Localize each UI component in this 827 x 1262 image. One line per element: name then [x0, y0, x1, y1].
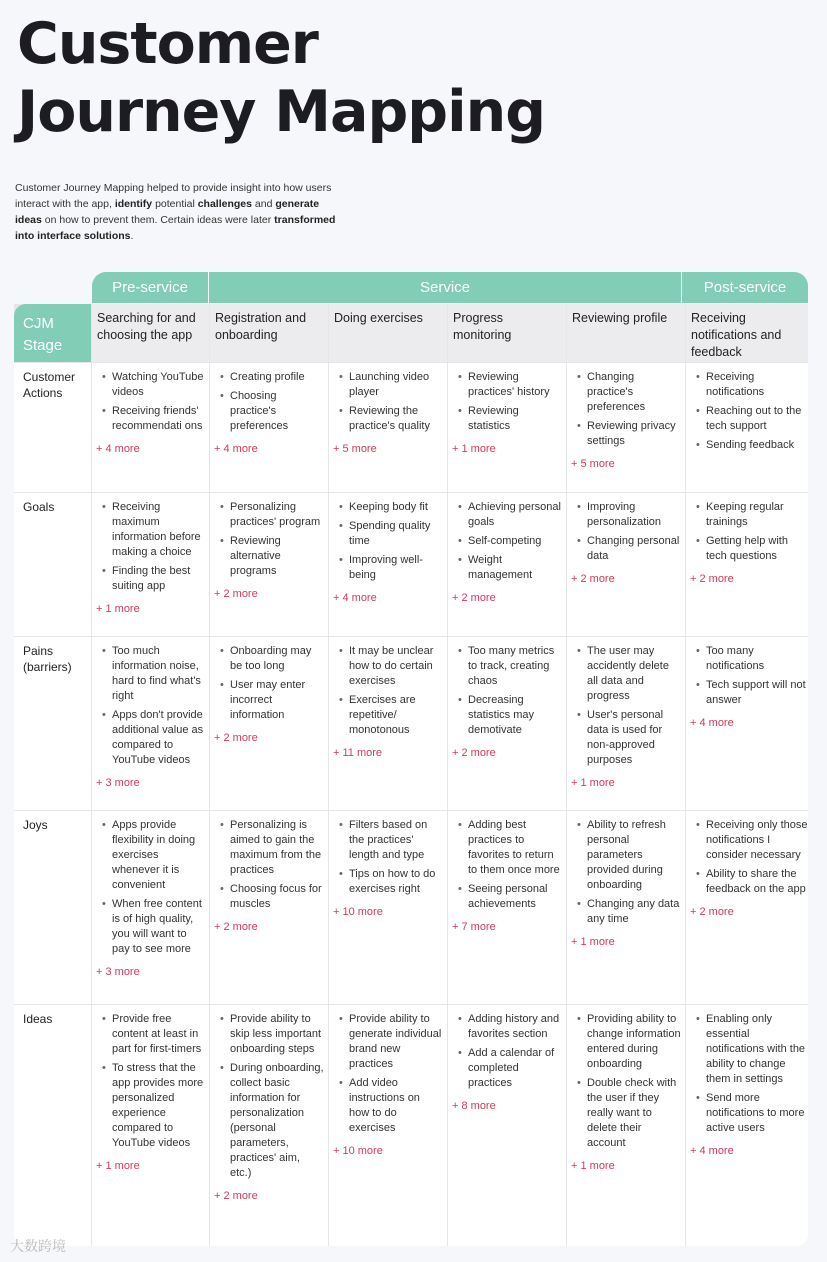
list-item: • Personalizing is aimed to gain the maximum from the practices — [214, 818, 324, 878]
table-cell — [92, 1005, 209, 1246]
list-item: • Creating profile — [214, 370, 324, 385]
corner-line-1: CJM — [23, 315, 54, 332]
table-cell — [92, 363, 209, 492]
more-link[interactable]: + 2 more — [214, 921, 258, 933]
column-header: Progress monitoring — [448, 304, 566, 362]
intro-text: on how to prevent them. Certain ideas were later — [41, 214, 275, 226]
list-item: • Achieving personal goals — [452, 500, 562, 530]
list-item: • The user may accidently delete all data and progress — [571, 644, 681, 704]
cell-list — [96, 500, 205, 594]
list-item: • Reviewing statistics — [452, 404, 562, 434]
list-item: • Provide free content at least in part for first-timers — [96, 1012, 205, 1057]
intro-bold: identify — [114, 198, 153, 210]
intro-paragraph — [15, 180, 345, 244]
page-title — [17, 10, 545, 146]
list-item: • Add a calendar of completed practices — [452, 1046, 562, 1091]
list-item: • Choosing focus for muscles — [214, 882, 324, 912]
table-cell — [329, 1005, 447, 1246]
list-item: • Improving personalization — [571, 500, 681, 530]
table-cell — [567, 363, 685, 492]
corner-line-2: Stage — [23, 337, 63, 354]
intro-text: Customer Journey Mapping helped to provide insight into how users interact with the app, — [15, 182, 332, 210]
table-cell — [210, 363, 328, 492]
more-link[interactable]: + 2 more — [690, 573, 734, 585]
table-cell — [567, 493, 685, 636]
more-link[interactable]: + 1 more — [96, 1160, 140, 1172]
list-item: • Filters based on the practices' length and type — [333, 818, 443, 863]
list-item: • Reviewing alternative programs — [214, 534, 324, 579]
more-link[interactable]: + 1 more — [452, 443, 496, 455]
list-item: • Changing personal data — [571, 534, 681, 564]
title-line-1: Customer — [17, 11, 318, 77]
cell-list — [96, 644, 205, 768]
phase-service: Service — [209, 272, 681, 303]
list-item: • Weight management — [452, 553, 562, 583]
list-item: • Provide ability to skip less important onboarding steps — [214, 1012, 324, 1057]
cell-list — [452, 644, 562, 738]
table-cell — [448, 637, 566, 810]
more-link[interactable]: + 2 more — [214, 588, 258, 600]
list-item: • Improving well-being — [333, 553, 443, 583]
more-link[interactable]: + 4 more — [690, 1145, 734, 1157]
cell-list — [96, 1012, 205, 1151]
intro-text: potential — [152, 198, 198, 210]
intro-bold: generate ideas — [15, 198, 320, 226]
more-link[interactable]: + 1 more — [571, 777, 615, 789]
table-cell — [567, 637, 685, 810]
cell-list — [571, 370, 681, 449]
list-item: • Receiving friends' recommendati ons — [96, 404, 205, 434]
more-link[interactable]: + 10 more — [333, 1145, 383, 1157]
cell-list — [690, 818, 808, 897]
table-cell — [92, 811, 209, 1004]
table-cell — [686, 811, 808, 1004]
stage-label: Joys — [14, 811, 91, 1004]
table-cell — [567, 811, 685, 1004]
more-link[interactable]: + 7 more — [452, 921, 496, 933]
list-item: • Changing any data any time — [571, 897, 681, 927]
table-cell — [92, 493, 209, 636]
table-cell — [686, 493, 808, 636]
more-link[interactable]: + 8 more — [452, 1100, 496, 1112]
more-link[interactable]: + 1 more — [571, 1160, 615, 1172]
cell-list — [571, 644, 681, 768]
table-cell — [329, 493, 447, 636]
list-item: • Reaching out to the tech support — [690, 404, 808, 434]
list-item: • Getting help with tech questions — [690, 534, 808, 564]
table-cell — [210, 637, 328, 810]
list-item: • Exercises are repetitive/ monotonous — [333, 693, 443, 738]
list-item: • Receiving maximum information before making a choice — [96, 500, 205, 560]
cell-list — [452, 1012, 562, 1091]
table-cell — [567, 1005, 685, 1246]
cell-list — [214, 370, 324, 434]
cell-list — [690, 500, 808, 564]
list-item: • Too many metrics to track, creating chaos — [452, 644, 562, 689]
cell-list — [452, 370, 562, 434]
list-item: • Too many notifications — [690, 644, 808, 674]
stage-label: Ideas — [14, 1005, 91, 1246]
list-item: • Onboarding may be too long — [214, 644, 324, 674]
cell-list — [333, 818, 443, 897]
table-cell — [329, 637, 447, 810]
more-link[interactable]: + 2 more — [214, 732, 258, 744]
column-header: Receiving notifications and feedback — [686, 304, 808, 362]
list-item: • Seeing personal achievements — [452, 882, 562, 912]
list-item: • Reviewing the practice's quality — [333, 404, 443, 434]
list-item: • Too much information noise, hard to find what's right — [96, 644, 205, 704]
table-cell — [686, 637, 808, 810]
table-cell — [210, 1005, 328, 1246]
phase-post-service: Post-service — [682, 272, 808, 303]
title-line-2: Journey Mapping — [17, 79, 546, 145]
list-item: • Receiving only those notifications I consider necessary — [690, 818, 808, 863]
more-link[interactable]: + 2 more — [452, 592, 496, 604]
more-link[interactable]: + 4 more — [96, 443, 140, 455]
list-item: • Choosing practice's preferences — [214, 389, 324, 434]
list-item: • Keeping body fit — [333, 500, 443, 515]
cell-list — [452, 818, 562, 912]
cell-list — [214, 818, 324, 912]
list-item: • Add video instructions on how to do exercises — [333, 1076, 443, 1136]
list-item: • To stress that the app provides more personalized experience compared to YouTube videos — [96, 1061, 205, 1151]
more-link[interactable]: + 11 more — [333, 747, 383, 759]
cell-list — [96, 370, 205, 434]
phase-pre-service: Pre-service — [92, 272, 208, 303]
list-item: • Tips on how to do exercises right — [333, 867, 443, 897]
cell-list — [333, 644, 443, 738]
list-item: • Send more notifications to more active users — [690, 1091, 808, 1136]
more-link[interactable]: + 1 more — [96, 603, 140, 615]
list-item: • When free content is of high quality, you will want to pay to see more — [96, 897, 205, 957]
intro-text: . — [130, 230, 134, 242]
list-item: • Finding the best suiting app — [96, 564, 205, 594]
table-cell — [210, 811, 328, 1004]
cell-list — [214, 1012, 324, 1181]
cell-list — [452, 500, 562, 583]
more-link[interactable]: + 3 more — [96, 777, 140, 789]
cell-list — [333, 370, 443, 434]
cjm-table — [14, 304, 808, 1246]
stage-label: Customer Actions — [14, 363, 91, 492]
column-header: Searching for and choosing the app — [92, 304, 209, 362]
table-cell — [92, 637, 209, 810]
list-item: • User's personal data is used for non-approved purposes — [571, 708, 681, 768]
list-item: • Sending feedback — [690, 438, 808, 453]
column-header: Reviewing profile — [567, 304, 685, 362]
list-item: • Ability to refresh personal parameters provided during onboarding — [571, 818, 681, 893]
list-item: • Personalizing practices' program — [214, 500, 324, 530]
list-item: • Apps provide flexibility in doing exercises whenever it is convenient — [96, 818, 205, 893]
list-item: • Enabling only essential notifications with the ability to change them in settings — [690, 1012, 808, 1087]
cell-list — [571, 500, 681, 564]
table-cell — [686, 1005, 808, 1246]
table-cell — [448, 493, 566, 636]
cell-list — [690, 370, 808, 453]
more-link[interactable]: + 2 more — [690, 906, 734, 918]
table-cell — [448, 1005, 566, 1246]
list-item: • During onboarding, collect basic information for personalization (personal parameters, practices' aim, etc.) — [214, 1061, 324, 1181]
cjm-stage-header — [14, 304, 91, 362]
intro-bold: challenges — [197, 198, 252, 210]
more-link[interactable]: + 1 more — [571, 936, 615, 948]
list-item: • Adding history and favorites section — [452, 1012, 562, 1042]
more-link[interactable]: + 10 more — [333, 906, 383, 918]
list-item: • Self-competing — [452, 534, 562, 549]
stage-label: Pains (barriers) — [14, 637, 91, 810]
more-link[interactable]: + 2 more — [571, 573, 615, 585]
table-cell — [329, 363, 447, 492]
cell-list — [333, 1012, 443, 1136]
table-cell — [448, 811, 566, 1004]
more-link[interactable]: + 5 more — [333, 443, 377, 455]
stage-label: Goals — [14, 493, 91, 636]
more-link[interactable]: + 5 more — [571, 458, 615, 470]
table-cell — [210, 493, 328, 636]
more-link[interactable]: + 2 more — [214, 1190, 258, 1202]
column-header: Doing exercises — [329, 304, 447, 362]
list-item: • Keeping regular trainings — [690, 500, 808, 530]
list-item: • User may enter incorrect information — [214, 678, 324, 723]
cell-list — [690, 644, 808, 708]
list-item: • Launching video player — [333, 370, 443, 400]
list-item: • Decreasing statistics may demotivate — [452, 693, 562, 738]
column-header: Registration and onboarding — [210, 304, 328, 362]
list-item: • Providing ability to change information entered during onboarding — [571, 1012, 681, 1072]
cell-list — [214, 644, 324, 723]
list-item: • Adding best practices to favorites to return to them once more — [452, 818, 562, 878]
more-link[interactable]: + 4 more — [333, 592, 377, 604]
cell-list — [214, 500, 324, 579]
intro-text: and — [251, 198, 276, 210]
list-item: • Reviewing practices' history — [452, 370, 562, 400]
list-item: • Receiving notifications — [690, 370, 808, 400]
intro-bold: transformed into interface solutions — [15, 214, 336, 242]
list-item: • Provide ability to generate individual brand new practices — [333, 1012, 443, 1072]
list-item: • Reviewing privacy settings — [571, 419, 681, 449]
list-item: • Spending quality time — [333, 519, 443, 549]
list-item: • Changing practice's preferences — [571, 370, 681, 415]
cell-list — [690, 1012, 808, 1136]
cell-list — [333, 500, 443, 583]
list-item: • It may be unclear how to do certain exercises — [333, 644, 443, 689]
list-item: • Double check with the user if they really want to delete their account — [571, 1076, 681, 1151]
list-item: • Apps don't provide additional value as compared to YouTube videos — [96, 708, 205, 768]
more-link[interactable]: + 3 more — [96, 966, 140, 978]
list-item: • Ability to share the feedback on the app — [690, 867, 808, 897]
list-item: • Tech support will not answer — [690, 678, 808, 708]
more-link[interactable]: + 4 more — [690, 717, 734, 729]
list-item: • Watching YouTube videos — [96, 370, 205, 400]
table-cell — [448, 363, 566, 492]
table-cell — [329, 811, 447, 1004]
watermark: 大数跨境 — [10, 1238, 66, 1254]
cell-list — [96, 818, 205, 957]
more-link[interactable]: + 2 more — [452, 747, 496, 759]
cell-list — [571, 1012, 681, 1151]
table-cell — [686, 363, 808, 492]
cell-list — [571, 818, 681, 927]
more-link[interactable]: + 4 more — [214, 443, 258, 455]
